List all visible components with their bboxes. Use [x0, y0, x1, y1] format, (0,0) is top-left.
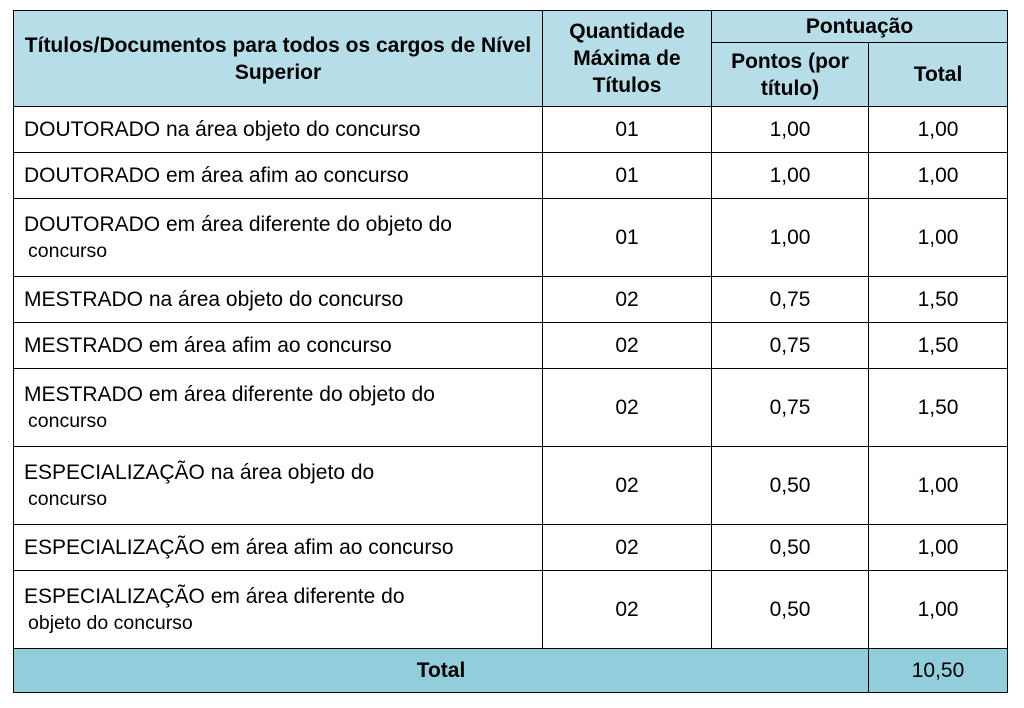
row-quantity: 01	[543, 107, 712, 153]
header-quantity: Quantidade Máxima de Títulos	[543, 11, 712, 107]
row-title	[14, 369, 543, 447]
row-title	[14, 199, 543, 277]
row-quantity: 01	[543, 153, 712, 199]
table-row	[14, 369, 1008, 447]
row-title-continuation: concurso	[28, 487, 108, 510]
row-title	[14, 447, 543, 525]
row-total: 1,50	[869, 369, 1008, 447]
row-points: 0,50	[712, 525, 869, 571]
row-points: 1,00	[712, 153, 869, 199]
row-total: 1,00	[869, 107, 1008, 153]
row-total: 1,50	[869, 277, 1008, 323]
row-title	[14, 571, 543, 649]
row-quantity: 02	[543, 323, 712, 369]
titles-score-table	[13, 10, 1008, 693]
row-title-continuation: concurso	[28, 239, 108, 262]
row-title-text: MESTRADO em área diferente do objeto do	[24, 382, 435, 406]
table-row	[14, 107, 1008, 153]
row-quantity: 01	[543, 199, 712, 277]
row-title-text: ESPECIALIZAÇÃO em área afim ao concurso	[24, 536, 454, 559]
table-row	[14, 525, 1008, 571]
header-score-group: Pontuação	[712, 11, 1008, 43]
row-total: 1,00	[869, 153, 1008, 199]
total-value: 10,50	[869, 649, 1008, 693]
table-row	[14, 447, 1008, 525]
table-body	[14, 107, 1008, 649]
row-points: 0,75	[712, 369, 869, 447]
row-title-text: ESPECIALIZAÇÃO na área objeto do	[24, 460, 375, 484]
table-row	[14, 323, 1008, 369]
row-points: 1,00	[712, 107, 869, 153]
row-total: 1,00	[869, 571, 1008, 649]
table-row	[14, 153, 1008, 199]
row-title-text: DOUTORADO em área afim ao concurso	[24, 164, 409, 187]
row-title-continuation: objeto do concurso	[28, 611, 193, 634]
row-quantity: 02	[543, 447, 712, 525]
row-title-text: MESTRADO na área objeto do concurso	[24, 288, 404, 311]
row-quantity: 02	[543, 277, 712, 323]
row-title-text: DOUTORADO na área objeto do concurso	[24, 118, 421, 141]
row-quantity: 02	[543, 369, 712, 447]
header-total: Total	[869, 43, 1008, 107]
table-row	[14, 571, 1008, 649]
row-title-text: DOUTORADO em área diferente do objeto do	[24, 212, 452, 236]
row-points: 1,00	[712, 199, 869, 277]
row-total: 1,00	[869, 447, 1008, 525]
row-quantity: 02	[543, 571, 712, 649]
row-points: 0,50	[712, 571, 869, 649]
total-label: Total	[14, 649, 869, 693]
header-points: Pontos (por título)	[712, 43, 869, 107]
row-points: 0,75	[712, 323, 869, 369]
row-title-text: ESPECIALIZAÇÃO em área diferente do	[24, 584, 405, 608]
row-title	[14, 525, 543, 571]
row-points: 0,50	[712, 447, 869, 525]
table-row	[14, 277, 1008, 323]
row-title-continuation: concurso	[28, 409, 108, 432]
table-row	[14, 199, 1008, 277]
row-title	[14, 323, 543, 369]
row-total: 1,00	[869, 525, 1008, 571]
row-total: 1,50	[869, 323, 1008, 369]
total-row	[14, 649, 1008, 693]
row-quantity: 02	[543, 525, 712, 571]
row-total: 1,00	[869, 199, 1008, 277]
row-title	[14, 277, 543, 323]
row-title-text: MESTRADO em área afim ao concurso	[24, 334, 392, 357]
header-titles: Títulos/Documentos para todos os cargos de Nível Superior	[14, 11, 543, 107]
row-title	[14, 107, 543, 153]
row-title	[14, 153, 543, 199]
row-points: 0,75	[712, 277, 869, 323]
